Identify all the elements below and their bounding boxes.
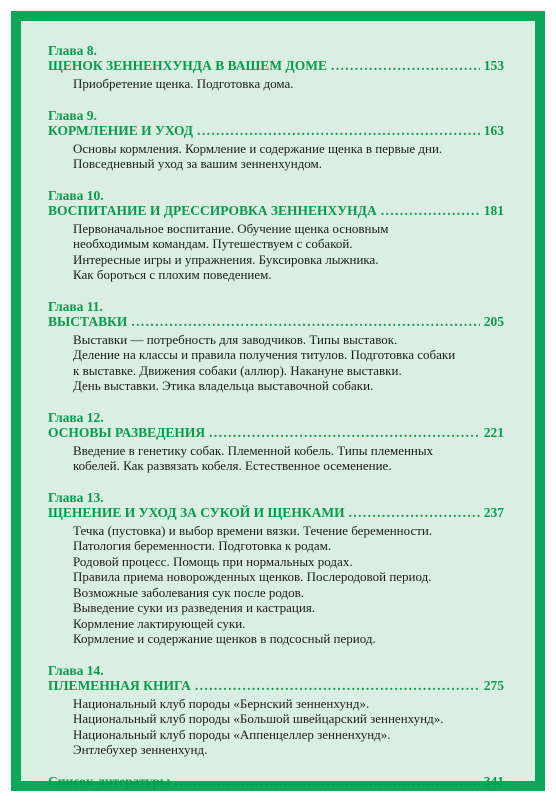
subtopic-line: Национальный клуб породы «Аппенцеллер зенненхунд».	[73, 726, 391, 742]
chapter-subtopics	[73, 523, 504, 647]
subtopic-line: кобелей. Как развязать кобеля. Естественное осеменение.	[73, 458, 392, 473]
subtopic-line: Энтлебухер зенненхунд.	[73, 742, 208, 757]
subtopic-line: Национальный клуб породы «Бернский зенненхунд».	[73, 695, 370, 711]
chapter-title-row[interactable]	[48, 678, 504, 694]
subtopic-line: к выставке. Движения собаки (аллюр). Накануне выставки.	[73, 362, 402, 378]
chapter-subtopics	[73, 443, 504, 474]
subtopic-line: Правила приема новорожденных щенков. Послеродовой период.	[73, 569, 432, 584]
chapter-subtopics	[73, 221, 504, 283]
chapter-title-row[interactable]	[48, 314, 504, 330]
chapter-9	[48, 108, 504, 172]
leader-dots	[131, 314, 479, 330]
page-number: 275	[483, 677, 504, 693]
leader-dots	[349, 505, 480, 521]
subtopic-line: Выставки — потребность для заводчиков. Типы выставок.	[73, 331, 398, 347]
subtopic-line: Кормление лактирующей суки.	[73, 615, 246, 631]
leader-dots	[331, 58, 480, 74]
chapter-8	[48, 43, 504, 92]
bibliography-row[interactable]	[48, 774, 504, 790]
chapter-label: Глава 9.	[48, 107, 97, 123]
chapter-label: Глава 13.	[48, 489, 104, 505]
chapter-subtopics	[73, 332, 504, 394]
chapter-14	[48, 663, 504, 758]
leader-dots	[381, 203, 480, 219]
bibliography-entry	[48, 774, 504, 790]
leader-dots	[195, 678, 480, 694]
page-number: 221	[483, 424, 504, 440]
page-number: 181	[483, 202, 504, 218]
subtopic-line: Национальный клуб породы «Большой швейцарский зенненхунд».	[73, 711, 444, 726]
chapter-label: Глава 14.	[48, 662, 104, 678]
subtopic-line: Возможные заболевания сук после родов.	[73, 584, 305, 600]
page-number: 205	[483, 313, 504, 329]
chapter-title: ВЫСТАВКИ	[48, 313, 128, 329]
chapter-11	[48, 299, 504, 394]
chapter-title: ЩЕНОК ЗЕННЕНХУНДА В ВАШЕМ ДОМЕ	[48, 58, 327, 73]
chapter-title: ПЛЕМЕННАЯ КНИГА	[48, 677, 191, 693]
subtopic-line: Интересные игры и упражнения. Буксировка лыжника.	[73, 251, 379, 267]
bibliography-title: Список литературы	[48, 773, 171, 789]
subtopic-line: Деление на классы и правила получения титулов. Подготовка собаки	[73, 347, 456, 362]
subtopic-line: Родовой процесс. Помощь при нормальных родах.	[73, 553, 353, 569]
subtopic-line: необходимым командам. Путешествуем с собакой.	[73, 236, 353, 251]
chapter-label: Глава 11.	[48, 298, 103, 314]
chapter-10	[48, 188, 504, 283]
chapter-subtopics	[73, 696, 504, 758]
chapter-label: Глава 10.	[48, 187, 104, 203]
subtopic-line: Патология беременности. Подготовка к родам.	[73, 538, 332, 553]
chapter-13	[48, 490, 504, 647]
page-number: 341	[483, 773, 504, 789]
page-number: 237	[483, 504, 504, 520]
chapter-label: Глава 8.	[48, 43, 97, 58]
subtopic-line: Как бороться с плохим поведением.	[73, 267, 272, 282]
leader-dots	[197, 123, 480, 139]
subtopic-line: Основы кормления. Кормление и содержание щенка в первые дни.	[73, 140, 443, 156]
page-number: 163	[483, 122, 504, 138]
subtopic-line: Течка (пустовка) и выбор времени вязки. Течение беременности.	[73, 522, 433, 538]
table-of-contents	[48, 43, 504, 806]
page-number: 153	[483, 58, 504, 73]
chapter-title: ОСНОВЫ РАЗВЕДЕНИЯ	[48, 424, 206, 440]
toc-page	[21, 21, 535, 789]
subtopic-line: Кормление и содержание щенков в подсосный период.	[73, 631, 376, 646]
chapter-title-row[interactable]	[48, 203, 504, 219]
chapter-title-row[interactable]	[48, 58, 504, 74]
chapter-title-row[interactable]	[48, 505, 504, 521]
chapter-subtopics	[73, 141, 504, 172]
subtopic-line: Первоначальное воспитание. Обучение щенка основным	[73, 220, 389, 236]
leader-dots	[209, 425, 480, 441]
chapter-title-row[interactable]	[48, 123, 504, 139]
chapter-title-row[interactable]	[48, 425, 504, 441]
subtopic-line: Выведение суки из разведения и кастрация.	[73, 600, 316, 615]
chapter-title: ЩЕНЕНИЕ И УХОД ЗА СУКОЙ И ЩЕНКАМИ	[48, 504, 345, 520]
chapter-12	[48, 410, 504, 474]
subtopic-line: Введение в генетику собак. Племенной кобель. Типы племенных	[73, 442, 434, 458]
chapter-title: КОРМЛЕНИЕ И УХОД	[48, 122, 194, 138]
leader-dots	[174, 774, 479, 790]
chapter-title: ВОСПИТАНИЕ И ДРЕССИРОВКА ЗЕННЕНХУНДА	[48, 202, 377, 218]
subtopic-line: Приобретение щенка. Подготовка дома.	[73, 76, 294, 91]
chapter-label: Глава 12.	[48, 409, 104, 425]
subtopic-line: Повседневный уход за вашим зенненхундом.	[73, 156, 323, 171]
chapter-subtopics	[73, 76, 504, 92]
subtopic-line: День выставки. Этика владельца выставочной собаки.	[73, 378, 374, 393]
